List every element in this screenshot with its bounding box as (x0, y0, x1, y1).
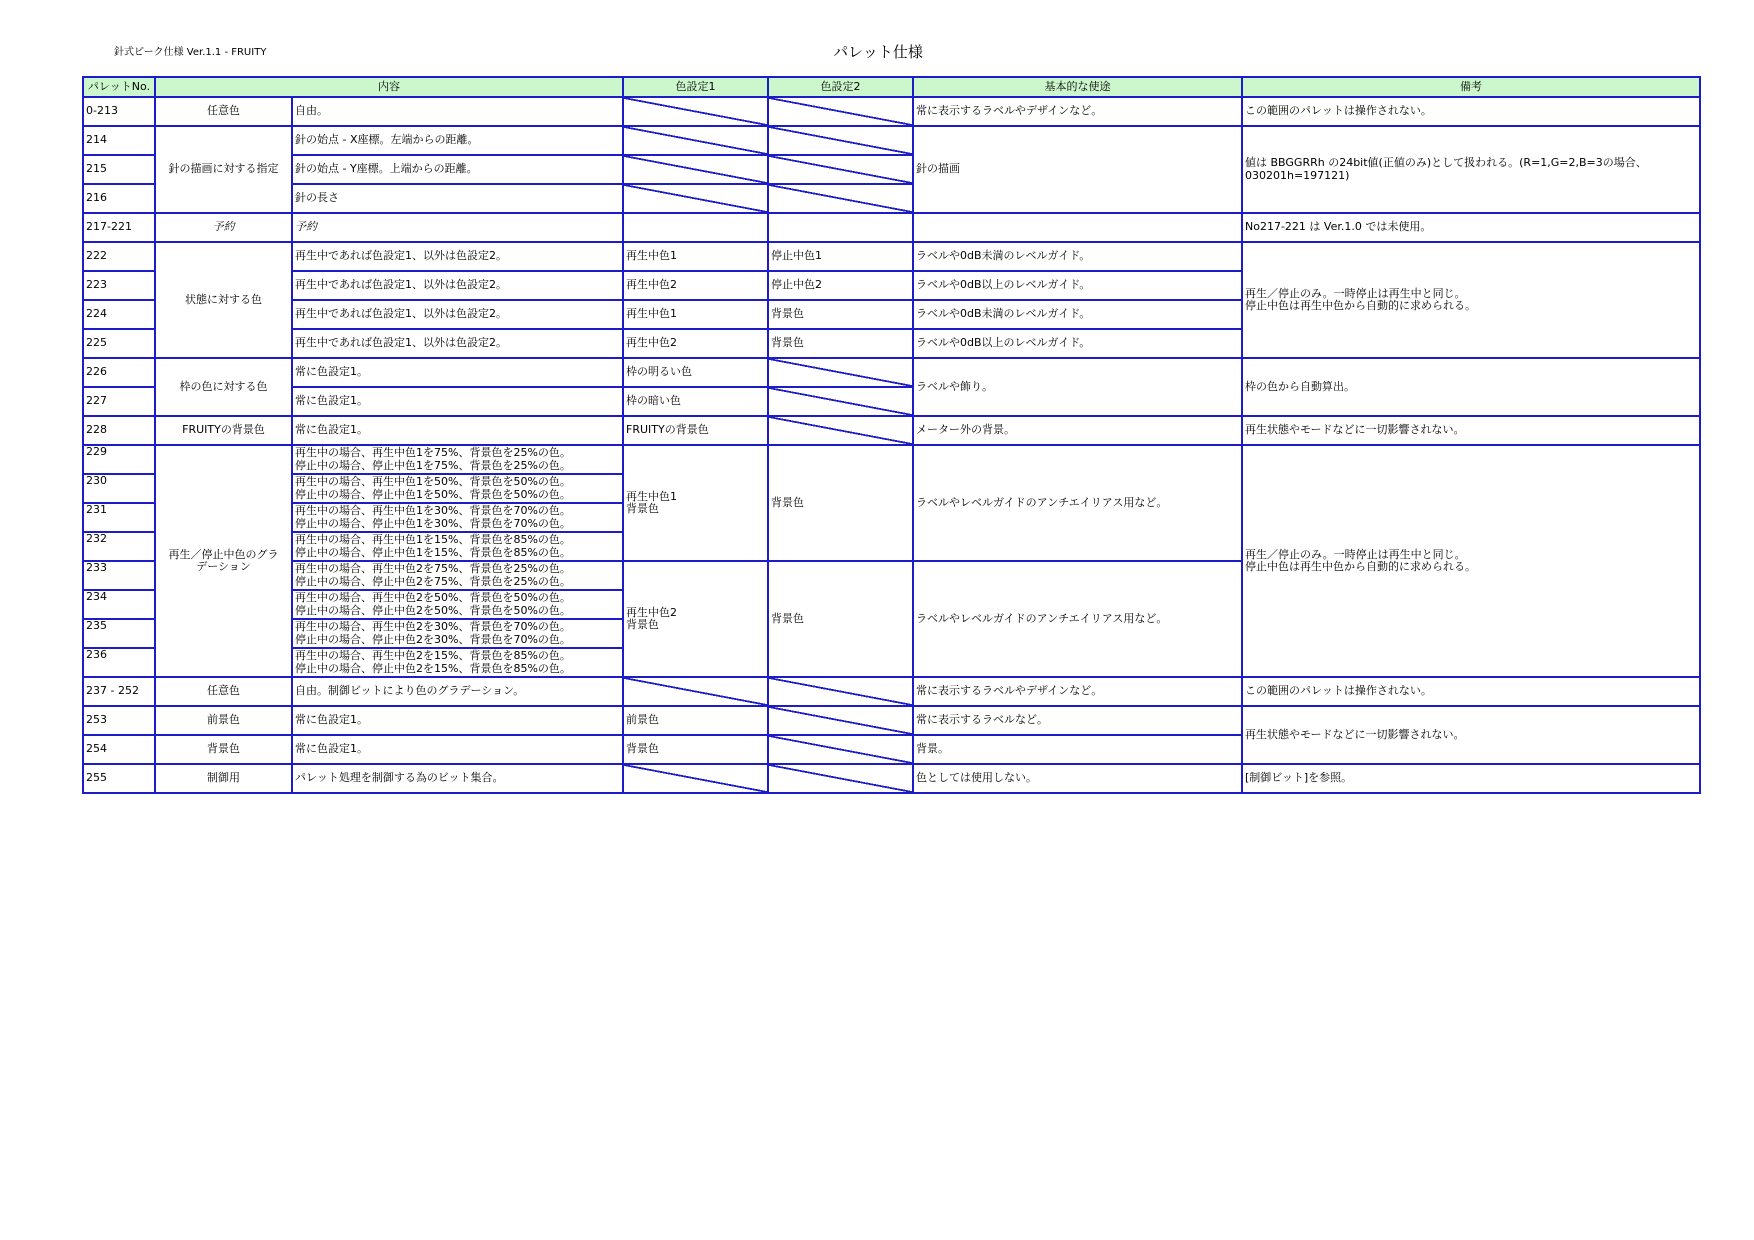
palette-no: 232 (83, 532, 155, 561)
usage: ラベルやレベルガイドのアンチエイリアス用など。 (913, 445, 1242, 561)
content-line: 再生中の場合、再生中色2を30%、背景色を70%の色。 (295, 620, 571, 633)
color1 (623, 561, 768, 677)
content: 針の長さ (292, 184, 623, 213)
color1: 背景色 (623, 735, 768, 764)
palette-no: 230 (83, 474, 155, 503)
category: 予約 (155, 213, 292, 242)
color1-line: 背景色 (626, 618, 659, 631)
color2-na (768, 764, 913, 793)
color1-line: 再生中色2 (626, 605, 677, 619)
color1: 枠の明るい色 (623, 358, 768, 387)
palette-no: 255 (83, 764, 155, 793)
remarks-line: 値は BBGGRRh の24bit値(正値のみ)として扱われる。(R=1,G=2,B=3の場合、 (1245, 156, 1647, 169)
color1: 再生中色1 (623, 300, 768, 329)
page-title: パレット仕様 (833, 43, 923, 61)
table-row (83, 97, 1700, 126)
content: 常に色設定1。 (292, 358, 623, 387)
color1: 再生中色2 (623, 271, 768, 300)
content-line: 停止中の場合、停止中色2を15%、背景色を85%の色。 (295, 661, 571, 675)
color2: 背景色 (768, 561, 913, 677)
usage: 色としては使用しない。 (913, 764, 1242, 793)
table-row (83, 764, 1700, 793)
col-header-color2: 色設定2 (768, 77, 913, 97)
category (155, 445, 292, 677)
category: 制御用 (155, 764, 292, 793)
content: 再生中であれば色設定1、以外は色設定2。 (292, 242, 623, 271)
table-row (83, 445, 1700, 474)
usage: 常に表示するラベルなど。 (913, 706, 1242, 735)
table-row (83, 213, 1700, 242)
content-line: 停止中の場合、停止中色2を75%、背景色を25%の色。 (295, 574, 571, 588)
content: 再生中であれば色設定1、以外は色設定2。 (292, 300, 623, 329)
color1-na (623, 677, 768, 706)
content: パレット処理を制御する為のビット集合。 (292, 764, 623, 793)
content (292, 590, 623, 619)
usage: 常に表示するラベルやデザインなど。 (913, 97, 1242, 126)
palette-no: 215 (83, 155, 155, 184)
content-line: 再生中の場合、再生中色1を30%、背景色を70%の色。 (295, 504, 571, 517)
color1 (623, 213, 768, 242)
palette-no: 234 (83, 590, 155, 619)
usage: 常に表示するラベルやデザインなど。 (913, 677, 1242, 706)
palette-no: 223 (83, 271, 155, 300)
content: 針の始点 - X座標。左端からの距離。 (292, 126, 623, 155)
category: 任意色 (155, 677, 292, 706)
content: 常に色設定1。 (292, 735, 623, 764)
palette-no: 231 (83, 503, 155, 532)
color2-na (768, 677, 913, 706)
color2-na (768, 184, 913, 213)
content-line: 再生中の場合、再生中色2を15%、背景色を85%の色。 (295, 649, 571, 662)
col-header-content: 内容 (155, 77, 623, 97)
remarks: 再生状態やモードなどに一切影響されない。 (1242, 416, 1700, 445)
usage (913, 213, 1242, 242)
color2-na (768, 358, 913, 387)
color1-na (623, 764, 768, 793)
table-row (83, 677, 1700, 706)
remarks-line: 再生／停止のみ。一時停止は再生中と同じ。 (1245, 286, 1466, 300)
usage: ラベルやレベルガイドのアンチエイリアス用など。 (913, 561, 1242, 677)
remarks (1242, 242, 1700, 358)
color1 (623, 445, 768, 561)
remarks-line: 再生／停止のみ。一時停止は再生中と同じ。 (1245, 547, 1466, 561)
palette-no: 229 (83, 445, 155, 474)
content-line: 停止中の場合、停止中色1を30%、背景色を70%の色。 (295, 516, 571, 530)
table-header-row (83, 77, 1700, 97)
category: 枠の色に対する色 (155, 358, 292, 416)
palette-no: 216 (83, 184, 155, 213)
content (292, 445, 623, 474)
remarks: 枠の色から自動算出。 (1242, 358, 1700, 416)
table-row (83, 126, 1700, 155)
remarks-line: 停止中色は再生中色から自動的に求められる。 (1245, 560, 1476, 573)
palette-no: 0-213 (83, 97, 155, 126)
content-line: 停止中の場合、停止中色2を50%、背景色を50%の色。 (295, 603, 571, 617)
remarks: 再生状態やモードなどに一切影響されない。 (1242, 706, 1700, 764)
content: 自由。制御ビットにより色のグラデーション。 (292, 677, 623, 706)
color2: 背景色 (768, 300, 913, 329)
table-row (83, 358, 1700, 387)
palette-no: 237 - 252 (83, 677, 155, 706)
palette-no: 225 (83, 329, 155, 358)
content: 再生中であれば色設定1、以外は色設定2。 (292, 271, 623, 300)
usage: ラベルや飾り。 (913, 358, 1242, 416)
color2-na (768, 387, 913, 416)
palette-no: 253 (83, 706, 155, 735)
color1-line: 再生中色1 (626, 489, 677, 503)
color2 (768, 213, 913, 242)
usage: 針の描画 (913, 126, 1242, 213)
usage: メーター外の背景。 (913, 416, 1242, 445)
content-line: 停止中の場合、停止中色1を15%、背景色を85%の色。 (295, 545, 571, 559)
col-header-palette-no: パレットNo. (83, 77, 155, 97)
content-line: 再生中の場合、再生中色1を75%、背景色を25%の色。 (295, 446, 571, 459)
content-line: 停止中の場合、停止中色2を30%、背景色を70%の色。 (295, 632, 571, 646)
color1: 再生中色1 (623, 242, 768, 271)
color2-na (768, 735, 913, 764)
color2-na (768, 126, 913, 155)
content-line: 再生中の場合、再生中色1を50%、背景色を50%の色。 (295, 475, 571, 488)
palette-spec-table (82, 76, 1701, 794)
table-row (83, 416, 1700, 445)
color2: 停止中色1 (768, 242, 913, 271)
palette-no: 233 (83, 561, 155, 590)
content: 常に色設定1。 (292, 706, 623, 735)
content: 予約 (292, 213, 623, 242)
col-header-color1: 色設定1 (623, 77, 768, 97)
document-header: 針式ピーク仕様 Ver.1.1 - FRUITY (114, 47, 267, 58)
content: 自由。 (292, 97, 623, 126)
usage: ラベルや0dB未満のレベルガイド。 (913, 242, 1242, 271)
table-row (83, 242, 1700, 271)
color2-na (768, 97, 913, 126)
content: 針の始点 - Y座標。上端からの距離。 (292, 155, 623, 184)
color2-na (768, 706, 913, 735)
content: 常に色設定1。 (292, 387, 623, 416)
content-line: 停止中の場合、停止中色1を50%、背景色を50%の色。 (295, 487, 571, 501)
category: 任意色 (155, 97, 292, 126)
content (292, 619, 623, 648)
content: 常に色設定1。 (292, 416, 623, 445)
table-row (83, 706, 1700, 735)
remarks: No217-221 は Ver.1.0 では未使用。 (1242, 213, 1700, 242)
palette-no: 217-221 (83, 213, 155, 242)
content-line: 再生中の場合、再生中色1を15%、背景色を85%の色。 (295, 533, 571, 546)
remarks (1242, 445, 1700, 677)
category: FRUITYの背景色 (155, 416, 292, 445)
remarks: [制御ビット]を参照。 (1242, 764, 1700, 793)
content (292, 532, 623, 561)
usage: ラベルや0dB以上のレベルガイド。 (913, 329, 1242, 358)
palette-no: 236 (83, 648, 155, 677)
usage: 背景。 (913, 735, 1242, 764)
category: 針の描画に対する指定 (155, 126, 292, 213)
content (292, 474, 623, 503)
color1-na (623, 155, 768, 184)
remarks: この範囲のパレットは操作されない。 (1242, 97, 1700, 126)
remarks (1242, 126, 1700, 213)
remarks: この範囲のパレットは操作されない。 (1242, 677, 1700, 706)
col-header-usage: 基本的な使途 (913, 77, 1242, 97)
color1: 枠の暗い色 (623, 387, 768, 416)
category: 前景色 (155, 706, 292, 735)
color1-na (623, 184, 768, 213)
palette-no: 254 (83, 735, 155, 764)
color1: 前景色 (623, 706, 768, 735)
palette-no: 224 (83, 300, 155, 329)
category: 背景色 (155, 735, 292, 764)
remarks-line: 030201h=197121) (1245, 168, 1350, 182)
content (292, 503, 623, 532)
content-line: 再生中の場合、再生中色2を50%、背景色を50%の色。 (295, 591, 571, 604)
palette-no: 228 (83, 416, 155, 445)
color1-line: 背景色 (626, 502, 659, 515)
col-header-remarks: 備考 (1242, 77, 1700, 97)
color2-na (768, 155, 913, 184)
color2: 停止中色2 (768, 271, 913, 300)
content (292, 561, 623, 590)
palette-no: 226 (83, 358, 155, 387)
content (292, 648, 623, 677)
usage: ラベルや0dB未満のレベルガイド。 (913, 300, 1242, 329)
color2: 背景色 (768, 329, 913, 358)
palette-no: 227 (83, 387, 155, 416)
palette-no: 235 (83, 619, 155, 648)
color2-na (768, 416, 913, 445)
content: 再生中であれば色設定1、以外は色設定2。 (292, 329, 623, 358)
color1-na (623, 126, 768, 155)
remarks-line: 停止中色は再生中色から自動的に求められる。 (1245, 299, 1476, 312)
color1: 再生中色2 (623, 329, 768, 358)
category-line: 再生／停止中色のグラ (168, 547, 279, 561)
content-line: 停止中の場合、停止中色1を75%、背景色を25%の色。 (295, 458, 571, 472)
category: 状態に対する色 (155, 242, 292, 358)
color1: FRUITYの背景色 (623, 416, 768, 445)
category-line: デーション (196, 560, 251, 573)
color1-na (623, 97, 768, 126)
palette-no: 222 (83, 242, 155, 271)
color2: 背景色 (768, 445, 913, 561)
content-line: 再生中の場合、再生中色2を75%、背景色を25%の色。 (295, 562, 571, 575)
usage: ラベルや0dB以上のレベルガイド。 (913, 271, 1242, 300)
palette-no: 214 (83, 126, 155, 155)
